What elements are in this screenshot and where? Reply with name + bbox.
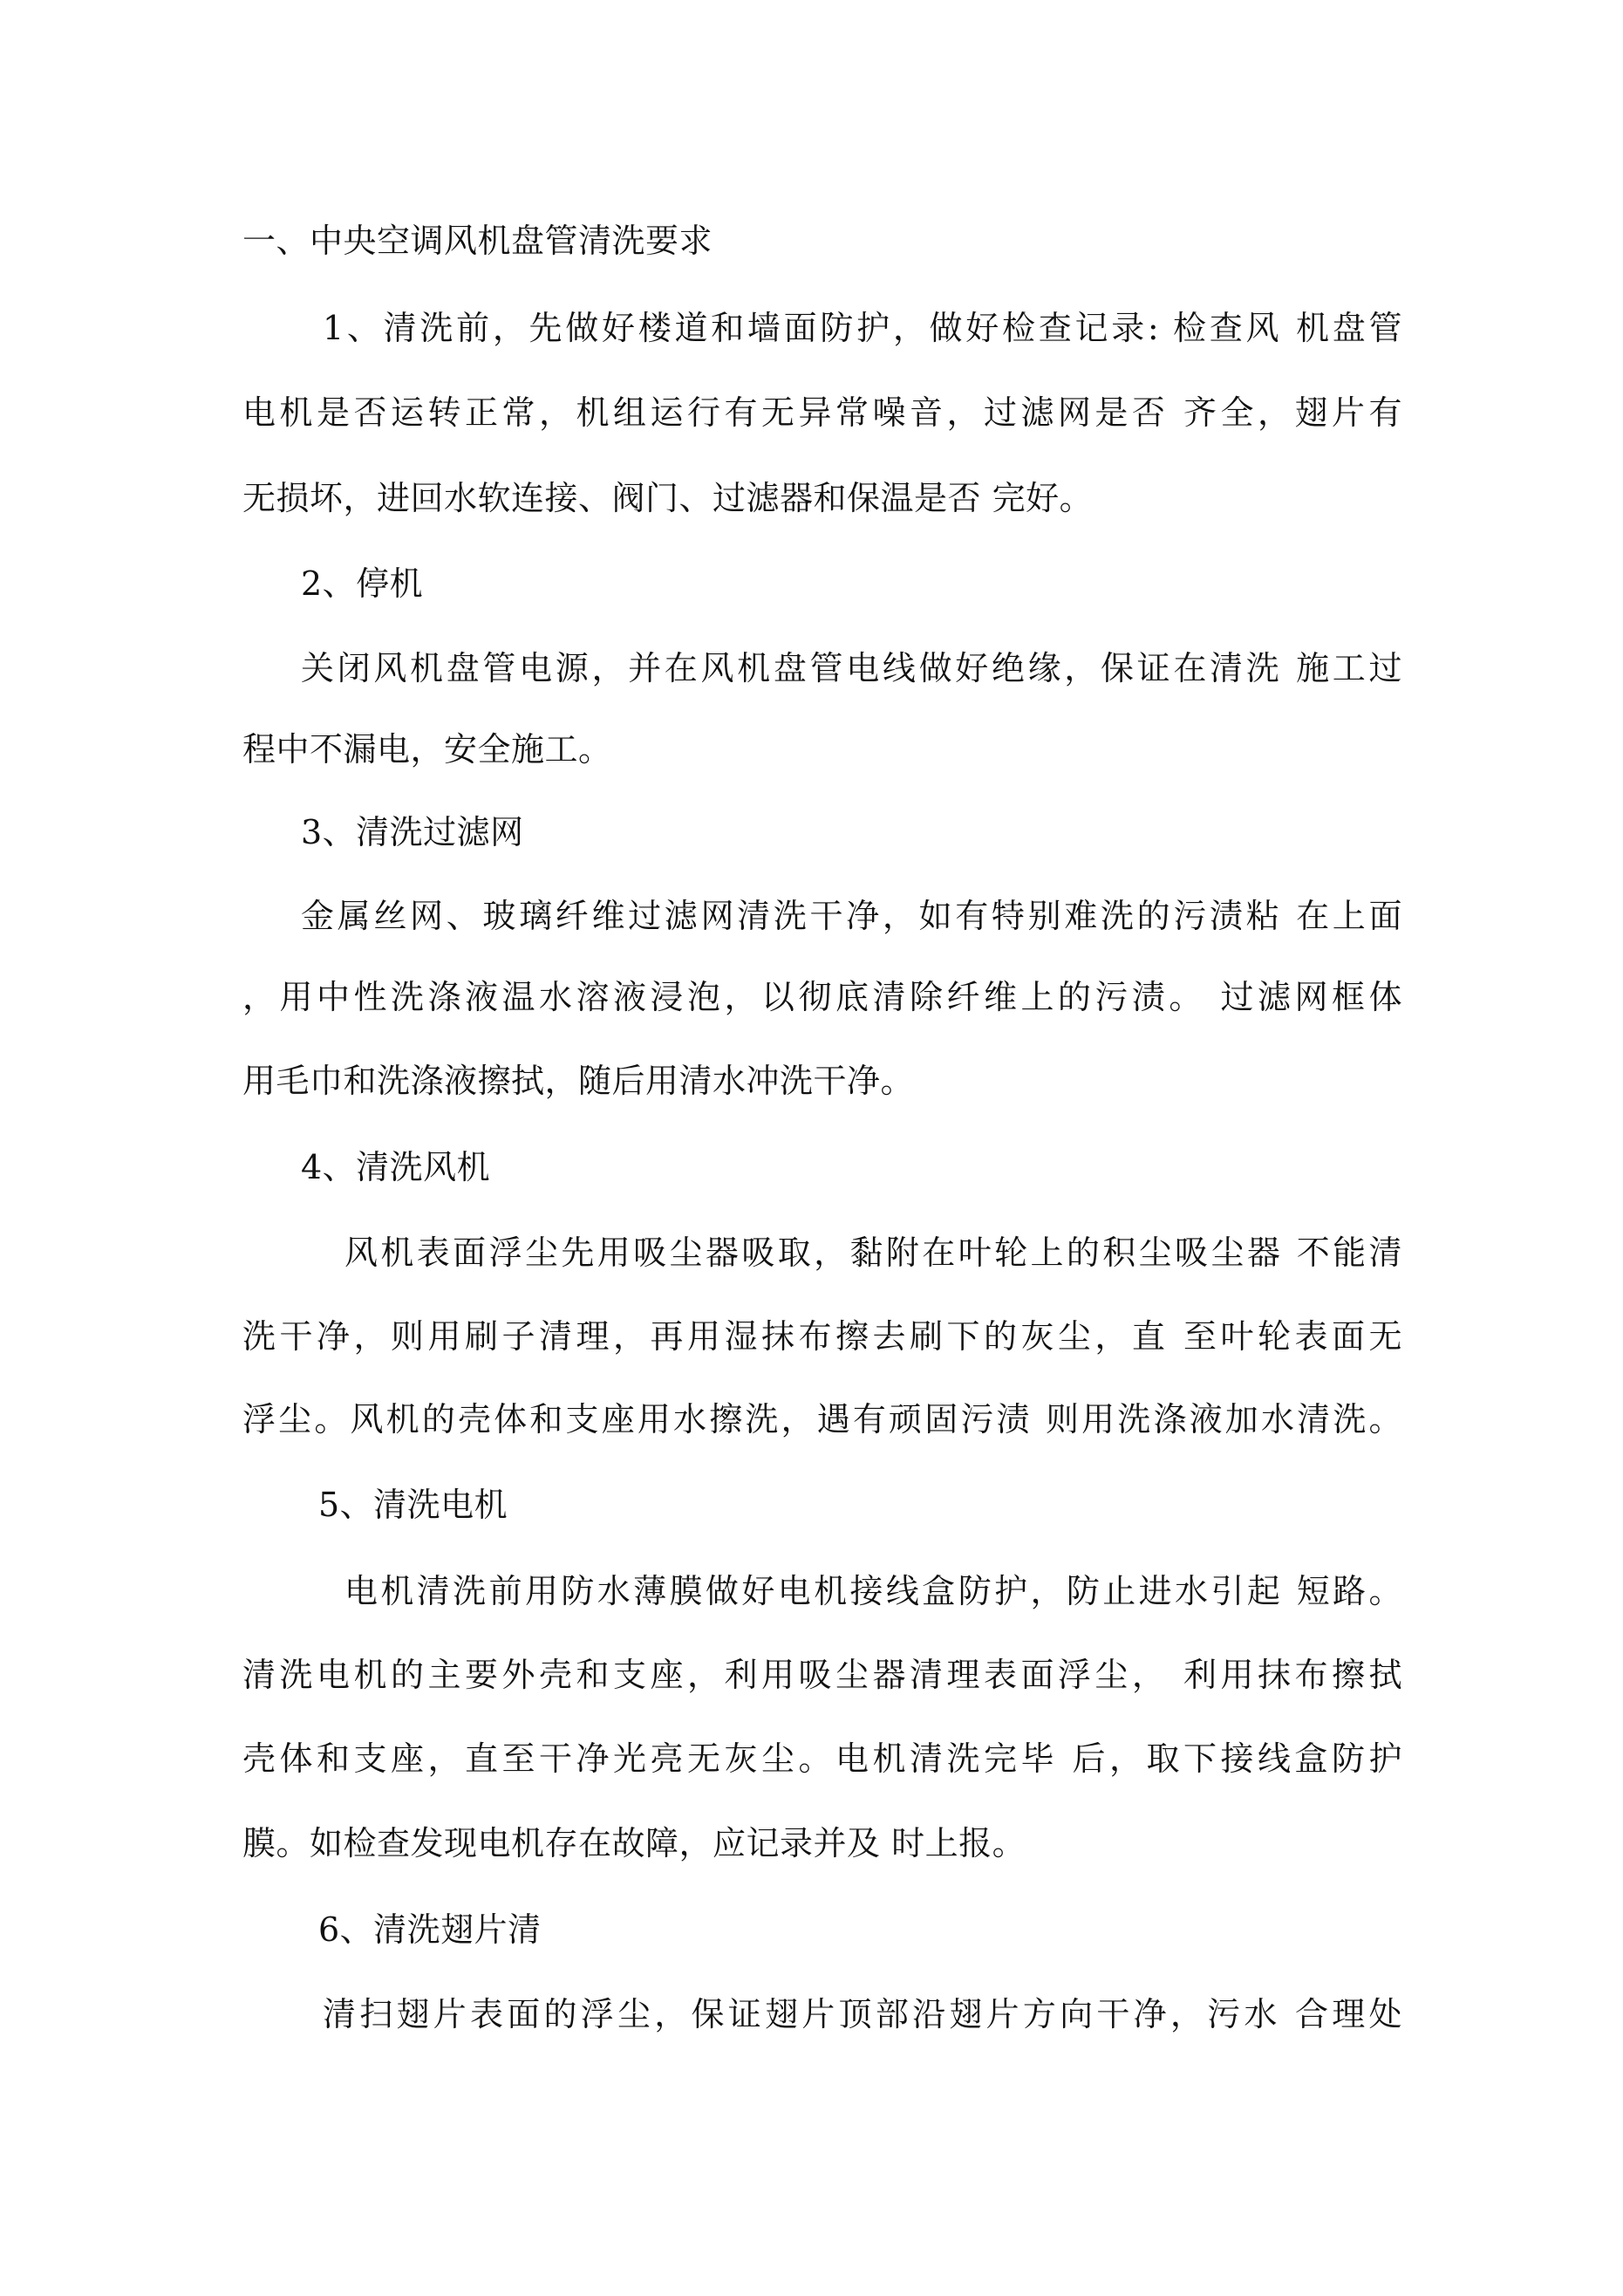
paragraph-line: 电机是否运转正常，机组运行有无异常噪音，过滤网是否 齐全，翅片有 <box>242 393 1402 432</box>
step-heading: 2、停机 <box>301 564 424 603</box>
paragraph-line: 清洗电机的主要外壳和支座，利用吸尘器清理表面浮尘， 利用抹布擦拭 <box>242 1656 1402 1694</box>
step-heading: 5、清洗电机 <box>318 1486 508 1524</box>
paragraph-line: 清扫翅片表面的浮尘，保证翅片顶部沿翅片方向干净，污水 合理处 <box>323 1995 1402 2033</box>
paragraph-line: 金属丝网、玻璃纤维过滤网清洗干净，如有特别难洗的污渍粘 在上面 <box>301 897 1402 935</box>
section-title: 一、中央空调风机盘管清洗要求 <box>242 222 713 260</box>
paragraph-line: 浮尘。风机的壳体和支座用水擦洗，遇有顽固污渍 则用洗涤液加水清洗。 <box>242 1400 1402 1438</box>
step-heading: 3、清洗过滤网 <box>301 813 524 851</box>
paragraph-line: 壳体和支座，直至干净光亮无灰尘。电机清洗完毕 后，取下接线盒防护 <box>242 1739 1402 1778</box>
paragraph-line: 程中不漏电，安全施工。 <box>242 730 612 769</box>
paragraph-line: 用毛巾和洗涤液擦拭，随后用清水冲洗干净。 <box>242 1062 915 1100</box>
paragraph-line: 1、清洗前，先做好楼道和墙面防护，做好检查记录: 检查风 机盘管 <box>323 309 1402 347</box>
paragraph-line: 关闭风机盘管电源，并在风机盘管电线做好绝缘，保证在清洗 施工过 <box>301 649 1402 687</box>
paragraph-line: 电机清洗前用防水薄膜做好电机接线盒防护，防止进水引起 短路。 <box>344 1572 1402 1610</box>
paragraph-line: 无损坏，进回水软连接、阀门、过滤器和保温是否 完好。 <box>242 479 1094 517</box>
paragraph-line: 膜。如检查发现电机存在故障，应记录并及 时上报。 <box>242 1824 1026 1862</box>
step-heading: 4、清洗风机 <box>301 1148 491 1186</box>
step-heading: 6、清洗翅片清 <box>318 1910 542 1949</box>
paragraph-line: ，用中性洗涤液温水溶液浸泡，以彻底清除纤维上的污渍。 过滤网框体 <box>242 978 1402 1016</box>
paragraph-line: 洗干净，则用刷子清理，再用湿抹布擦去刷下的灰尘，直 至叶轮表面无 <box>242 1317 1402 1356</box>
paragraph-line: 风机表面浮尘先用吸尘器吸取，黏附在叶轮上的积尘吸尘器 不能清 <box>344 1233 1402 1272</box>
